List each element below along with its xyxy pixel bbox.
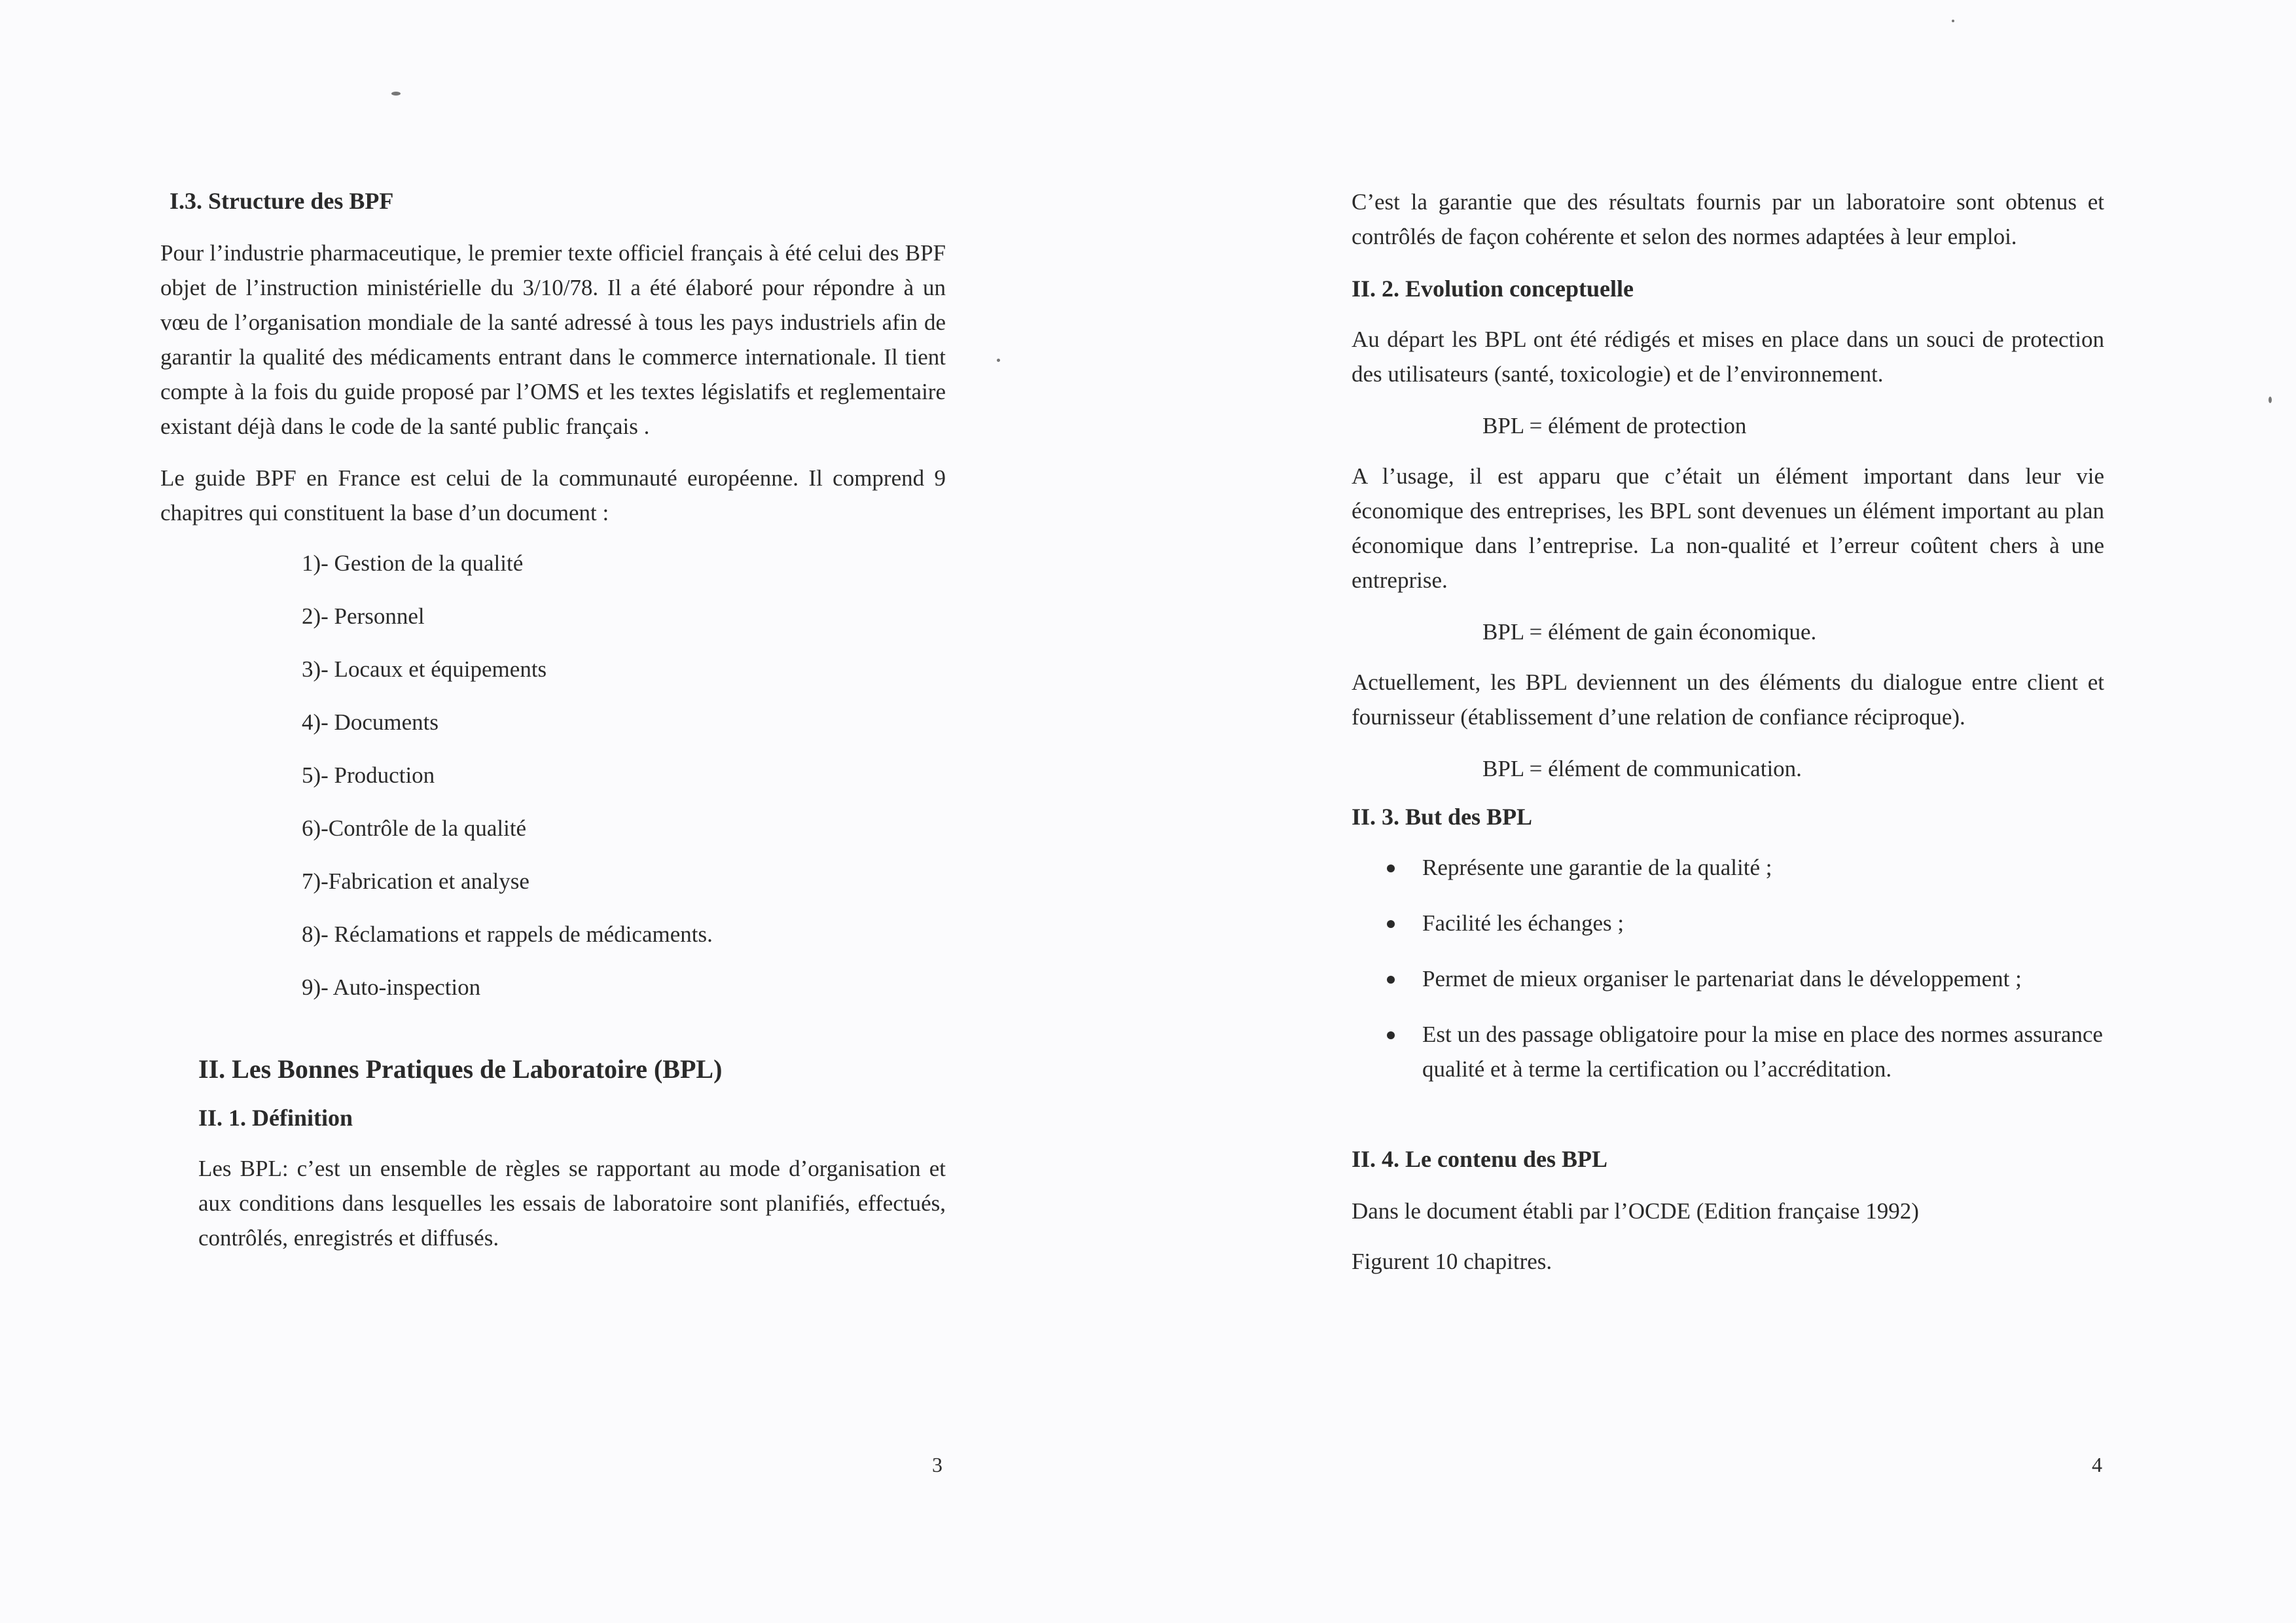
page-number: 4 [2092,1453,2102,1476]
chapter-item: 8)- Réclamations et rappels de médicaments. [302,921,713,947]
bullet-icon [1387,920,1395,928]
bullet-icon [1387,1031,1395,1039]
content-paragraph-1: Dans le document établi par l’OCDE (Edition française 1992) [1352,1198,1919,1224]
subsection-title-evolution: II. 2. Evolution conceptuelle [1352,276,1634,302]
evolution-paragraph-1: Au départ les BPL ont été rédigés et mises en place dans un souci de protection des utilisateurs (santé, toxicologie) et de l’environnement. [1352,327,2104,387]
goal-text: Représente une garantie de la qualité ; [1422,855,1772,880]
chapter-item: 6)-Contrôle de la qualité [302,815,527,841]
goals-list [1352,850,2104,1086]
goal-text: Est un des passage obligatoire pour la mise en place des normes assurance qualité et à terme la certification ou l’accréditation. [1422,1022,2103,1082]
page-number: 3 [932,1453,942,1476]
scan-speck [391,92,401,96]
goal-item [1352,961,2104,996]
scan-speck [997,359,1000,362]
goal-text: Facilité les échanges ; [1422,910,1624,936]
evolution-paragraph-2: A l’usage, il est apparu que c’était un élément important dans leur vie économique des entreprises, les BPL sont devenues un élément important au plan économique dans l’entreprise. La non-qualité et l’erreur coûtent chers à une entreprise. [1352,463,2104,593]
chapter-item: 5)- Production [302,762,435,788]
chapter-item: 9)- Auto-inspection [302,974,481,1000]
subsection-title-content: II. 4. Le contenu des BPL [1352,1146,1608,1172]
left-column [160,185,946,1255]
scan-speck [1952,20,1954,22]
chapters-list [302,546,946,1005]
formula-communication: BPL = élément de communication. [1482,756,1802,781]
bpf-guide-paragraph: Le guide BPF en France est celui de la communauté européenne. Il comprend 9 chapitres qui constituent la base d’un document : [160,465,946,526]
bullet-icon [1387,865,1395,872]
guarantee-paragraph: C’est la garantie que des résultats fournis par un laboratoire sont obtenus et contrôlés de façon cohérente et selon des normes adaptées à leur emploi. [1352,189,2104,249]
right-page [1148,0,2296,1623]
bullet-icon [1387,976,1395,984]
content-paragraph-2: Figurent 10 chapitres. [1352,1249,1552,1274]
chapter-item: 4)- Documents [302,709,439,735]
evolution-paragraph-3: Actuellement, les BPL deviennent un des éléments du dialogue entre client et fournisseur (établissement d’une relation de confiance réciproque). [1352,669,2104,730]
chapter-item: 1)- Gestion de la qualité [302,550,524,576]
section-title-structure-bpf: I.3. Structure des BPF [170,188,394,214]
chapter-item: 3)- Locaux et équipements [302,656,547,682]
right-column [1352,185,2104,1279]
bpf-intro-paragraph: Pour l’industrie pharmaceutique, le premier texte officiel français à été celui des BPF objet de l’instruction ministérielle du 3/10/78. Il a été élaboré pour répondre à un vœu de l’organisation mondiale de la santé adressé à tous les pays industriels afin de garantir la qualité des médicaments entrant dans le commerce internationale. Il tient compte à la fois du guide proposé par l’OMS et les textes législatifs et reglementaire existant déjà dans le code de la santé public français . [160,240,946,439]
goal-item [1352,906,2104,940]
section-title-bpl: II. Les Bonnes Pratiques de Laboratoire (BPL) [198,1054,723,1084]
formula-economic-gain: BPL = élément de gain économique. [1482,619,1817,645]
scan-speck [2269,397,2272,403]
chapter-item: 2)- Personnel [302,603,425,629]
definition-paragraph: Les BPL: c’est un ensemble de règles se rapportant au mode d’organisation et aux conditions dans lesquelles les essais de laboratoire sont planifiés, effectués, contrôlés, enregistrés et diffusés. [198,1156,946,1251]
chapter-item: 7)-Fabrication et analyse [302,868,529,894]
subsection-title-goals: II. 3. But des BPL [1352,804,1533,830]
goal-item [1352,850,2104,885]
subsection-title-definition: II. 1. Définition [198,1105,353,1131]
formula-protection: BPL = élément de protection [1482,413,1747,438]
goal-item [1352,1017,2104,1086]
goal-text: Permet de mieux organiser le partenariat dans le développement ; [1422,966,2022,991]
